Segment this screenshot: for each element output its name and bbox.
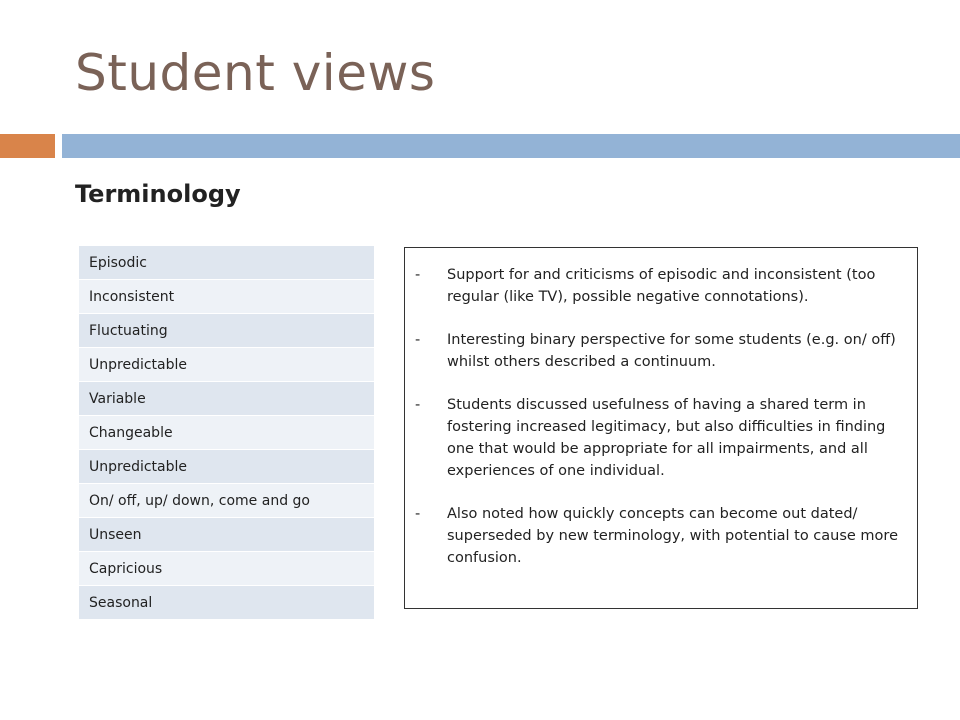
table-row <box>79 586 374 620</box>
term-cell: Unseen <box>79 518 374 552</box>
term-cell: On/ off, up/ down, come and go <box>79 484 374 518</box>
term-cell: Unpredictable <box>79 348 374 382</box>
table-row <box>79 314 374 348</box>
note-text: Interesting binary perspective for some students (e.g. on/ off) whilst others described a continuum. <box>447 332 896 370</box>
table-row <box>79 382 374 416</box>
terminology-table <box>79 246 374 619</box>
orange-accent-bar <box>0 134 55 158</box>
notes-box <box>404 247 918 609</box>
table-row <box>79 450 374 484</box>
table-row <box>79 280 374 314</box>
note-bullet: - <box>415 506 421 522</box>
note-item <box>415 394 899 482</box>
note-text: Support for and criticisms of episodic and inconsistent (too regular (like TV), possible negative connotations). <box>447 267 876 305</box>
table-row <box>79 246 374 280</box>
term-cell: Episodic <box>79 246 374 280</box>
note-text: Students discussed usefulness of having a shared term in fostering increased legitimacy, but also difficulties in finding one that would be appropriate for all impairments, and all experiences of one individual. <box>447 397 886 479</box>
table-row <box>79 552 374 586</box>
note-text: Also noted how quickly concepts can become out dated/ superseded by new terminology, with potential to cause more confusion. <box>447 506 898 566</box>
term-cell: Variable <box>79 382 374 416</box>
note-bullet: - <box>415 267 421 283</box>
note-bullet: - <box>415 332 421 348</box>
term-cell: Changeable <box>79 416 374 450</box>
table-row <box>79 416 374 450</box>
note-item <box>415 264 899 308</box>
note-item <box>415 329 899 373</box>
section-subtitle: Terminology <box>75 180 241 208</box>
table-row <box>79 484 374 518</box>
term-cell: Fluctuating <box>79 314 374 348</box>
term-cell: Capricious <box>79 552 374 586</box>
term-cell: Inconsistent <box>79 280 374 314</box>
term-cell: Unpredictable <box>79 450 374 484</box>
slide-title: Student views <box>75 44 436 102</box>
term-cell: Seasonal <box>79 586 374 620</box>
table-row <box>79 348 374 382</box>
note-item <box>415 503 899 569</box>
note-bullet: - <box>415 397 421 413</box>
blue-accent-bar <box>62 134 960 158</box>
table-row <box>79 518 374 552</box>
